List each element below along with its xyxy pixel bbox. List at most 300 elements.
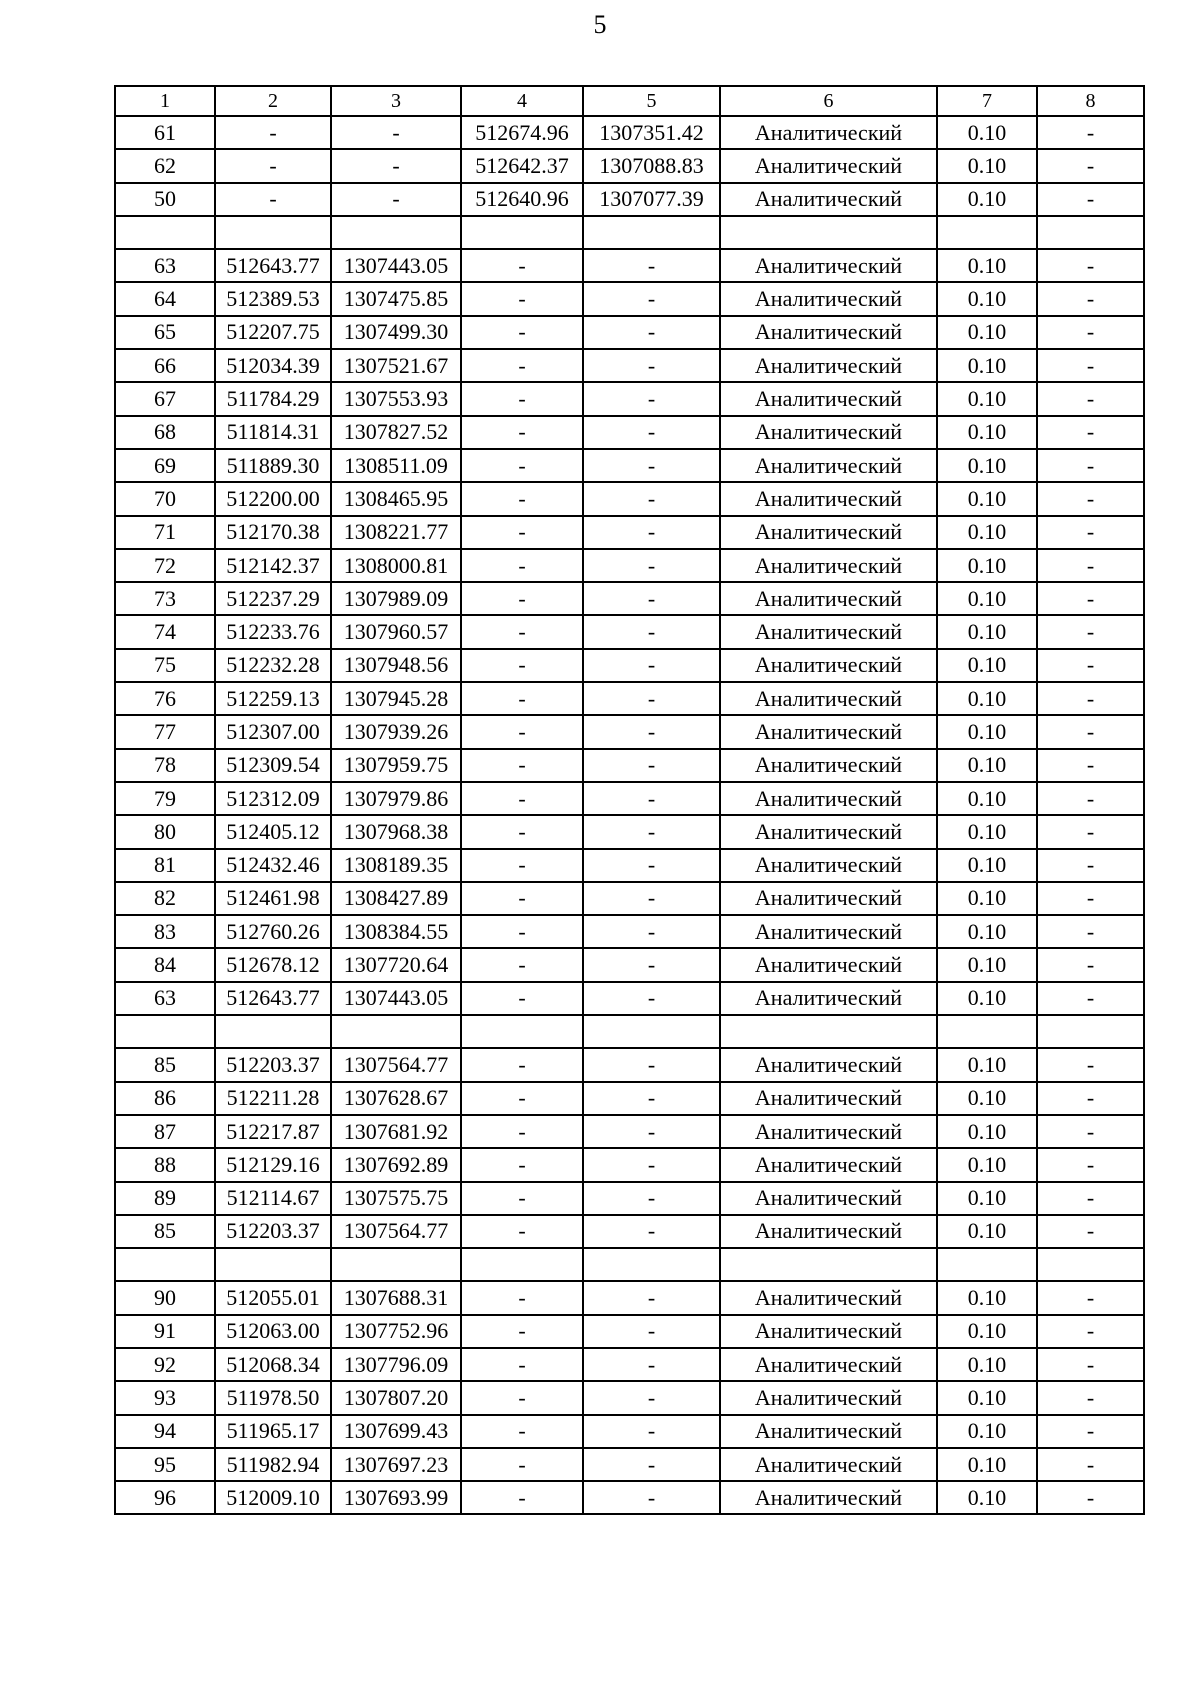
table-cell: Аналитический [720,516,937,549]
table-row [115,948,1144,981]
table-cell: - [583,1148,720,1181]
table-cell [215,1015,331,1048]
table-cell: 512034.39 [215,349,331,382]
table-cell: - [583,249,720,282]
table-cell: 1307564.77 [331,1215,461,1248]
table-cell: 77 [115,715,215,748]
table-cell: - [461,1381,583,1414]
page-number: 5 [593,10,607,39]
table-row [115,915,1144,948]
table-cell: 1307443.05 [331,249,461,282]
table-cell: - [461,1048,583,1081]
table-cell: 64 [115,282,215,315]
column-header: 7 [937,86,1037,116]
table-cell: - [1037,882,1144,915]
table-cell: 0.10 [937,849,1037,882]
table-cell: - [583,382,720,415]
table-cell: 512068.34 [215,1348,331,1381]
table-cell: 0.10 [937,582,1037,615]
table-cell: - [1037,982,1144,1015]
table-cell [720,216,937,249]
table-cell: Аналитический [720,682,937,715]
table-cell: 70 [115,482,215,515]
table-row [115,382,1144,415]
table-cell: - [583,582,720,615]
table-cell: - [1037,1448,1144,1481]
table-row [115,349,1144,382]
table-cell: - [583,1115,720,1148]
table-cell: - [1037,549,1144,582]
table-row [115,449,1144,482]
table-cell: 0.10 [937,1281,1037,1314]
table-cell: - [461,282,583,315]
table-cell [461,1248,583,1281]
table-cell: - [461,1115,583,1148]
table-cell: 1307959.75 [331,749,461,782]
table-cell: - [583,449,720,482]
table-cell: 1308000.81 [331,549,461,582]
table-cell: 1307968.38 [331,815,461,848]
table-row [115,1381,1144,1414]
table-row [115,1448,1144,1481]
table-cell: 0.10 [937,948,1037,981]
table-cell: - [461,316,583,349]
table-cell: - [461,649,583,682]
table-row [115,1048,1144,1081]
table-cell [720,1248,937,1281]
table-cell: 0.10 [937,349,1037,382]
table-cell: - [461,982,583,1015]
table-cell: - [1037,1315,1144,1348]
table-row [115,282,1144,315]
table-cell: 512674.96 [461,116,583,149]
table-cell: - [1037,715,1144,748]
table-cell: 0.10 [937,449,1037,482]
table-cell: 511889.30 [215,449,331,482]
table-cell: Аналитический [720,1215,937,1248]
table-row [115,516,1144,549]
table-cell: 512207.75 [215,316,331,349]
table-cell: 66 [115,349,215,382]
table-cell: 512009.10 [215,1481,331,1514]
table-cell: - [1037,1381,1144,1414]
table-cell: 512170.38 [215,516,331,549]
table-cell: 85 [115,1048,215,1081]
table-cell: - [583,516,720,549]
table-cell: - [1037,615,1144,648]
table-cell: Аналитический [720,1481,937,1514]
table-cell: - [1037,449,1144,482]
table-cell: - [461,249,583,282]
table-cell: 93 [115,1381,215,1414]
table-cell: - [583,1481,720,1514]
table-cell: - [461,782,583,815]
table-cell: - [331,183,461,216]
table-cell: 1307693.99 [331,1481,461,1514]
table-row [115,482,1144,515]
table-cell: 85 [115,1215,215,1248]
table-cell: 83 [115,915,215,948]
table-cell: 50 [115,183,215,216]
table-cell [937,216,1037,249]
table-cell: 512259.13 [215,682,331,715]
table-cell: 0.10 [937,1481,1037,1514]
table-cell: - [461,449,583,482]
table-cell: Аналитический [720,749,937,782]
table-cell: - [1037,682,1144,715]
table-cell: Аналитический [720,1348,937,1381]
table-cell: 96 [115,1481,215,1514]
table-cell: Аналитический [720,282,937,315]
column-header: 2 [215,86,331,116]
table-cell: - [1037,1415,1144,1448]
table-row [115,1415,1144,1448]
column-header: 1 [115,86,215,116]
table-cell: Аналитический [720,915,937,948]
table-cell: 0.10 [937,882,1037,915]
table-cell: - [1037,782,1144,815]
table-cell [215,216,331,249]
table-cell: 89 [115,1182,215,1215]
table-cell: 74 [115,615,215,648]
table-cell: - [583,1415,720,1448]
table-cell: 1307945.28 [331,682,461,715]
column-header: 3 [331,86,461,116]
table-cell: 0.10 [937,1082,1037,1115]
table-cell: - [461,715,583,748]
table-cell: - [461,582,583,615]
table-cell: 92 [115,1348,215,1381]
table-cell: - [461,849,583,882]
table-cell: 512643.77 [215,982,331,1015]
table-cell: Аналитический [720,982,937,1015]
table-cell: - [583,349,720,382]
table-row [115,682,1144,715]
table-cell: - [583,849,720,882]
table-cell: - [1037,349,1144,382]
table-cell: 67 [115,382,215,415]
table-cell: 0.10 [937,749,1037,782]
table-cell: 1307948.56 [331,649,461,682]
table-cell: 512309.54 [215,749,331,782]
table-cell: 512114.67 [215,1182,331,1215]
table-cell: 1308221.77 [331,516,461,549]
table-cell: 0.10 [937,1448,1037,1481]
table-row [115,1148,1144,1181]
table-cell: - [1037,1481,1144,1514]
table-cell: - [461,615,583,648]
table-cell: 512760.26 [215,915,331,948]
table-cell: 512203.37 [215,1048,331,1081]
table-cell [937,1015,1037,1048]
table-row [115,782,1144,815]
table-cell: - [331,149,461,182]
table-cell: 81 [115,849,215,882]
column-header: 6 [720,86,937,116]
table-cell: 1307796.09 [331,1348,461,1381]
table-row [115,1315,1144,1348]
table-cell: 1307351.42 [583,116,720,149]
table-cell: 0.10 [937,249,1037,282]
table-cell: - [1037,582,1144,615]
table-cell: - [583,1448,720,1481]
column-header: 4 [461,86,583,116]
table-cell [583,1015,720,1048]
column-header: 8 [1037,86,1144,116]
table-cell: 91 [115,1315,215,1348]
table-row [115,715,1144,748]
table-cell: - [1037,749,1144,782]
table-cell: - [583,1315,720,1348]
table-cell [583,216,720,249]
table-row [115,549,1144,582]
table-cell: 95 [115,1448,215,1481]
table-cell: 0.10 [937,382,1037,415]
table-cell: 512211.28 [215,1082,331,1115]
table-cell: 512461.98 [215,882,331,915]
table-cell: 62 [115,149,215,182]
table-cell: - [1037,1048,1144,1081]
table-cell: - [461,1082,583,1115]
table-cell: Аналитический [720,849,937,882]
table-cell: Аналитический [720,882,937,915]
table-cell: 69 [115,449,215,482]
table-row [115,116,1144,149]
table-cell: 512643.77 [215,249,331,282]
table-row [115,1348,1144,1381]
table-cell: 0.10 [937,282,1037,315]
table-cell: 512312.09 [215,782,331,815]
column-header: 5 [583,86,720,116]
table-cell: 76 [115,682,215,715]
table-cell: 1307681.92 [331,1115,461,1148]
table-cell: - [1037,915,1144,948]
table-cell: - [583,549,720,582]
table-cell: 0.10 [937,982,1037,1015]
table-cell: 512432.46 [215,849,331,882]
table-cell: 1308511.09 [331,449,461,482]
table-cell: 80 [115,815,215,848]
table-cell: 512200.00 [215,482,331,515]
table-cell: - [1037,382,1144,415]
table-body [115,116,1144,1514]
table-cell [115,1248,215,1281]
table-cell: - [461,1281,583,1314]
table-cell: 512233.76 [215,615,331,648]
table-cell: - [583,482,720,515]
table-cell: - [1037,1115,1144,1148]
table-row [115,1481,1144,1514]
table-row [115,582,1144,615]
table-cell: - [1037,1281,1144,1314]
table-cell: Аналитический [720,615,937,648]
table-cell: 1307697.23 [331,1448,461,1481]
table-cell: 511814.31 [215,416,331,449]
table-cell: - [583,1048,720,1081]
table-cell: 512129.16 [215,1148,331,1181]
table-cell: Аналитический [720,382,937,415]
table-cell: - [1037,849,1144,882]
table-cell: - [583,615,720,648]
table-cell: 1307077.39 [583,183,720,216]
table-cell: - [583,948,720,981]
table-cell: - [1037,1215,1144,1248]
table-cell: 0.10 [937,1315,1037,1348]
table-cell: Аналитический [720,1082,937,1115]
table-cell: - [583,416,720,449]
table-cell: Аналитический [720,1048,937,1081]
table-cell: Аналитический [720,1182,937,1215]
table-cell: 1308189.35 [331,849,461,882]
table-cell: 1307720.64 [331,948,461,981]
table-cell: 1308427.89 [331,882,461,915]
table-row [115,849,1144,882]
table-cell: - [1037,416,1144,449]
table-cell: - [461,882,583,915]
table-row [115,149,1144,182]
table-cell: Аналитический [720,149,937,182]
table-cell: 1307475.85 [331,282,461,315]
table-cell: 0.10 [937,416,1037,449]
table-cell: - [461,416,583,449]
table-row [115,216,1144,249]
table-cell: - [1037,815,1144,848]
table-cell: - [461,1448,583,1481]
table-cell: 1307553.93 [331,382,461,415]
table-cell: 512640.96 [461,183,583,216]
table-cell [115,1015,215,1048]
table-cell: 88 [115,1148,215,1181]
table-cell: - [1037,1182,1144,1215]
table-row [115,1082,1144,1115]
table-header-row [115,86,1144,116]
table-cell: Аналитический [720,715,937,748]
table-cell: 512217.87 [215,1115,331,1148]
table-cell: Аналитический [720,649,937,682]
table-cell [937,1248,1037,1281]
table-cell: 0.10 [937,149,1037,182]
table-cell: 0.10 [937,116,1037,149]
table-cell: 75 [115,649,215,682]
table-cell: 0.10 [937,482,1037,515]
table-cell: 0.10 [937,1182,1037,1215]
table-cell: 512203.37 [215,1215,331,1248]
table-cell: - [461,749,583,782]
table-cell: Аналитический [720,1448,937,1481]
table-row [115,749,1144,782]
table-row [115,1015,1144,1048]
table-cell: - [583,915,720,948]
table-cell: 0.10 [937,615,1037,648]
table-cell: 1307692.89 [331,1148,461,1181]
table-cell: 1307827.52 [331,416,461,449]
table-cell: 65 [115,316,215,349]
table-cell: - [461,349,583,382]
table-row [115,882,1144,915]
table-cell: - [583,882,720,915]
table-cell: 0.10 [937,1148,1037,1181]
table-cell: 1307979.86 [331,782,461,815]
table-row [115,316,1144,349]
table-cell [331,216,461,249]
table-cell: Аналитический [720,349,937,382]
table-cell: - [461,516,583,549]
table-cell [461,1015,583,1048]
table-cell: - [1037,249,1144,282]
table-cell: 1307575.75 [331,1182,461,1215]
table-cell: 0.10 [937,782,1037,815]
table-cell: 1307521.67 [331,349,461,382]
table-cell: - [583,316,720,349]
table-cell: - [331,116,461,149]
table-cell: - [583,1381,720,1414]
table-cell [331,1248,461,1281]
table-cell: 512063.00 [215,1315,331,1348]
table-cell: 0.10 [937,1415,1037,1448]
table-cell [115,216,215,249]
table-cell: - [583,749,720,782]
table-cell: Аналитический [720,316,937,349]
table-cell [1037,1015,1144,1048]
table-cell: 511965.17 [215,1415,331,1448]
table-cell: Аналитический [720,116,937,149]
table-row [115,1115,1144,1148]
table-cell: 90 [115,1281,215,1314]
table-cell: - [583,1182,720,1215]
table-cell: - [461,1415,583,1448]
table-cell: 0.10 [937,1048,1037,1081]
table-cell: - [461,1348,583,1381]
table-cell: - [461,549,583,582]
table-cell: 0.10 [937,915,1037,948]
table-cell: - [461,382,583,415]
table-cell: - [583,282,720,315]
table-cell: 1308465.95 [331,482,461,515]
table-cell: 1307939.26 [331,715,461,748]
table-cell: - [1037,516,1144,549]
table-cell: - [461,682,583,715]
table-cell: 512237.29 [215,582,331,615]
table-cell: 0.10 [937,1115,1037,1148]
table-cell: - [461,1315,583,1348]
table-cell: - [461,482,583,515]
table-cell: 1307499.30 [331,316,461,349]
table-cell: 0.10 [937,1381,1037,1414]
table-cell: Аналитический [720,1415,937,1448]
table-cell: - [1037,116,1144,149]
table-cell [583,1248,720,1281]
table-cell: - [461,915,583,948]
table-cell: - [1037,482,1144,515]
table-row [115,649,1144,682]
table-cell: - [1037,649,1144,682]
table-cell: 78 [115,749,215,782]
table-cell: Аналитический [720,582,937,615]
table-cell: 72 [115,549,215,582]
table-cell [215,1248,331,1281]
table-row [115,815,1144,848]
table-row [115,249,1144,282]
table-row [115,615,1144,648]
table-cell: - [1037,1148,1144,1181]
table-cell: - [461,948,583,981]
table-cell: - [583,782,720,815]
table-cell: 0.10 [937,183,1037,216]
table-row [115,183,1144,216]
table-cell: Аналитический [720,249,937,282]
table-row [115,1182,1144,1215]
table-cell: 512642.37 [461,149,583,182]
